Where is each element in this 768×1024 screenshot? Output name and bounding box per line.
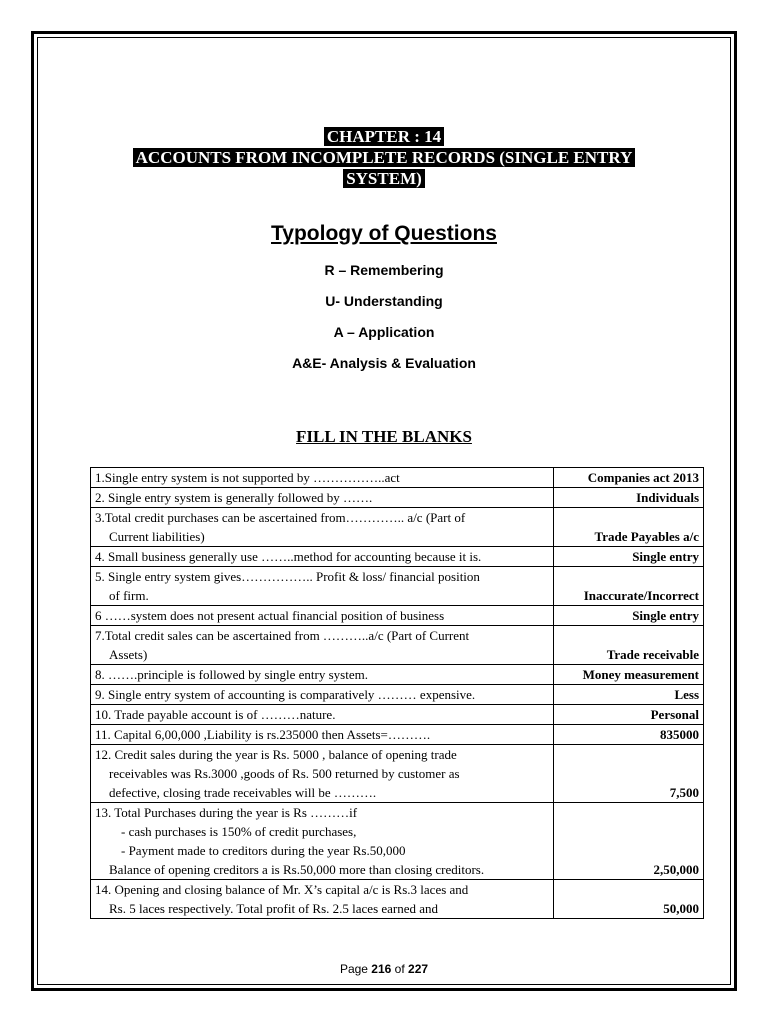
question-line: Rs. 5 laces respectively. Total profit of Rs. 2.5 laces earned and bbox=[109, 901, 439, 916]
answer-cell: Less bbox=[554, 685, 704, 705]
question-cell bbox=[91, 626, 554, 665]
question-line: 8. …….principle is followed by single entry system. bbox=[95, 667, 368, 682]
typology-title: Typology of Questions bbox=[271, 222, 497, 245]
chapter-header bbox=[0, 127, 768, 190]
table-row bbox=[91, 547, 704, 567]
question-line: 14. Opening and closing balance of Mr. X’s capital a/c is Rs.3 laces and bbox=[95, 882, 469, 897]
question-cell bbox=[91, 705, 554, 725]
legend-item-application: A – Application bbox=[333, 324, 435, 340]
legend-item-analysis: A&E- Analysis & Evaluation bbox=[292, 355, 476, 371]
question-cell bbox=[91, 567, 554, 606]
question-cell bbox=[91, 880, 554, 919]
chapter-title-line2: SYSTEM) bbox=[343, 169, 425, 188]
answer-cell: Money measurement bbox=[554, 665, 704, 685]
fill-in-blanks-table bbox=[90, 467, 704, 919]
footer-page-total: 227 bbox=[408, 962, 429, 976]
question-line: 11. Capital 6,00,000 ,Liability is rs.235000 then Assets=………. bbox=[95, 727, 431, 742]
table-row bbox=[91, 508, 704, 547]
table-row bbox=[91, 880, 704, 919]
question-line: 4. Small business generally use ……..method for accounting because it is. bbox=[95, 549, 482, 564]
table-row bbox=[91, 488, 704, 508]
answer-cell: Single entry bbox=[554, 547, 704, 567]
answer-cell: Single entry bbox=[554, 606, 704, 626]
answer-cell: 2,50,000 bbox=[554, 803, 704, 880]
question-line: 2. Single entry system is generally followed by ……. bbox=[95, 490, 373, 505]
table-row bbox=[91, 468, 704, 488]
question-cell bbox=[91, 606, 554, 626]
question-line: 10. Trade payable account is of ………nature. bbox=[95, 707, 336, 722]
answer-cell: 50,000 bbox=[554, 880, 704, 919]
chapter-number: CHAPTER : 14 bbox=[324, 127, 444, 146]
question-cell bbox=[91, 547, 554, 567]
table-row bbox=[91, 606, 704, 626]
section-title: FILL IN THE BLANKS bbox=[296, 427, 472, 446]
table-row bbox=[91, 725, 704, 745]
table-row bbox=[91, 626, 704, 665]
answer-cell: 7,500 bbox=[554, 745, 704, 803]
question-cell bbox=[91, 803, 554, 880]
table-row bbox=[91, 745, 704, 803]
question-cell bbox=[91, 508, 554, 547]
question-line: 7.Total credit sales can be ascertained from ………..a/c (Part of Current bbox=[95, 628, 470, 643]
footer-page-number: 216 bbox=[371, 962, 392, 976]
table-row bbox=[91, 705, 704, 725]
question-line: Current liabilities) bbox=[109, 529, 205, 544]
table-row bbox=[91, 803, 704, 880]
question-line: 13. Total Purchases during the year is Rs ………if bbox=[95, 805, 358, 820]
chapter-title-line1: ACCOUNTS FROM INCOMPLETE RECORDS (SINGLE ENTRY bbox=[133, 148, 636, 167]
question-cell bbox=[91, 745, 554, 803]
footer-prefix: Page bbox=[339, 962, 372, 976]
answer-cell: Inaccurate/Incorrect bbox=[554, 567, 704, 606]
legend-item-remembering: R – Remembering bbox=[324, 262, 444, 278]
legend-item-understanding: U- Understanding bbox=[325, 293, 443, 309]
question-cell bbox=[91, 685, 554, 705]
question-line: 3.Total credit purchases can be ascertained from………….. a/c (Part of bbox=[95, 510, 466, 525]
question-line: - cash purchases is 150% of credit purchases, bbox=[121, 824, 357, 839]
answer-cell: Individuals bbox=[554, 488, 704, 508]
question-line: receivables was Rs.3000 ,goods of Rs. 500 returned by customer as bbox=[109, 766, 460, 781]
question-line: 12. Credit sales during the year is Rs. 5000 , balance of opening trade bbox=[95, 747, 457, 762]
table-row bbox=[91, 567, 704, 606]
table-row bbox=[91, 685, 704, 705]
question-cell bbox=[91, 488, 554, 508]
question-cell bbox=[91, 665, 554, 685]
question-line: defective, closing trade receivables will be ………. bbox=[109, 785, 377, 800]
footer-middle: of bbox=[391, 962, 409, 976]
typology-legend bbox=[0, 262, 768, 386]
question-line: 5. Single entry system gives…………….. Profit & loss/ financial position bbox=[95, 569, 480, 584]
question-line: - Payment made to creditors during the year Rs.50,000 bbox=[121, 843, 406, 858]
question-line: 9. Single entry system of accounting is comparatively ……… expensive. bbox=[95, 687, 476, 702]
question-line: of firm. bbox=[109, 588, 149, 603]
question-line: 6 ……system does not present actual financial position of business bbox=[95, 608, 445, 623]
answer-cell: Trade receivable bbox=[554, 626, 704, 665]
answer-cell: Companies act 2013 bbox=[554, 468, 704, 488]
question-line: Assets) bbox=[109, 647, 148, 662]
table-row bbox=[91, 665, 704, 685]
answer-cell: 835000 bbox=[554, 725, 704, 745]
question-cell bbox=[91, 468, 554, 488]
page-footer bbox=[0, 962, 768, 976]
question-line: Balance of opening creditors a is Rs.50,000 more than closing creditors. bbox=[109, 862, 485, 877]
question-line: 1.Single entry system is not supported by ……………..act bbox=[95, 470, 400, 485]
question-cell bbox=[91, 725, 554, 745]
answer-cell: Personal bbox=[554, 705, 704, 725]
answer-cell: Trade Payables a/c bbox=[554, 508, 704, 547]
